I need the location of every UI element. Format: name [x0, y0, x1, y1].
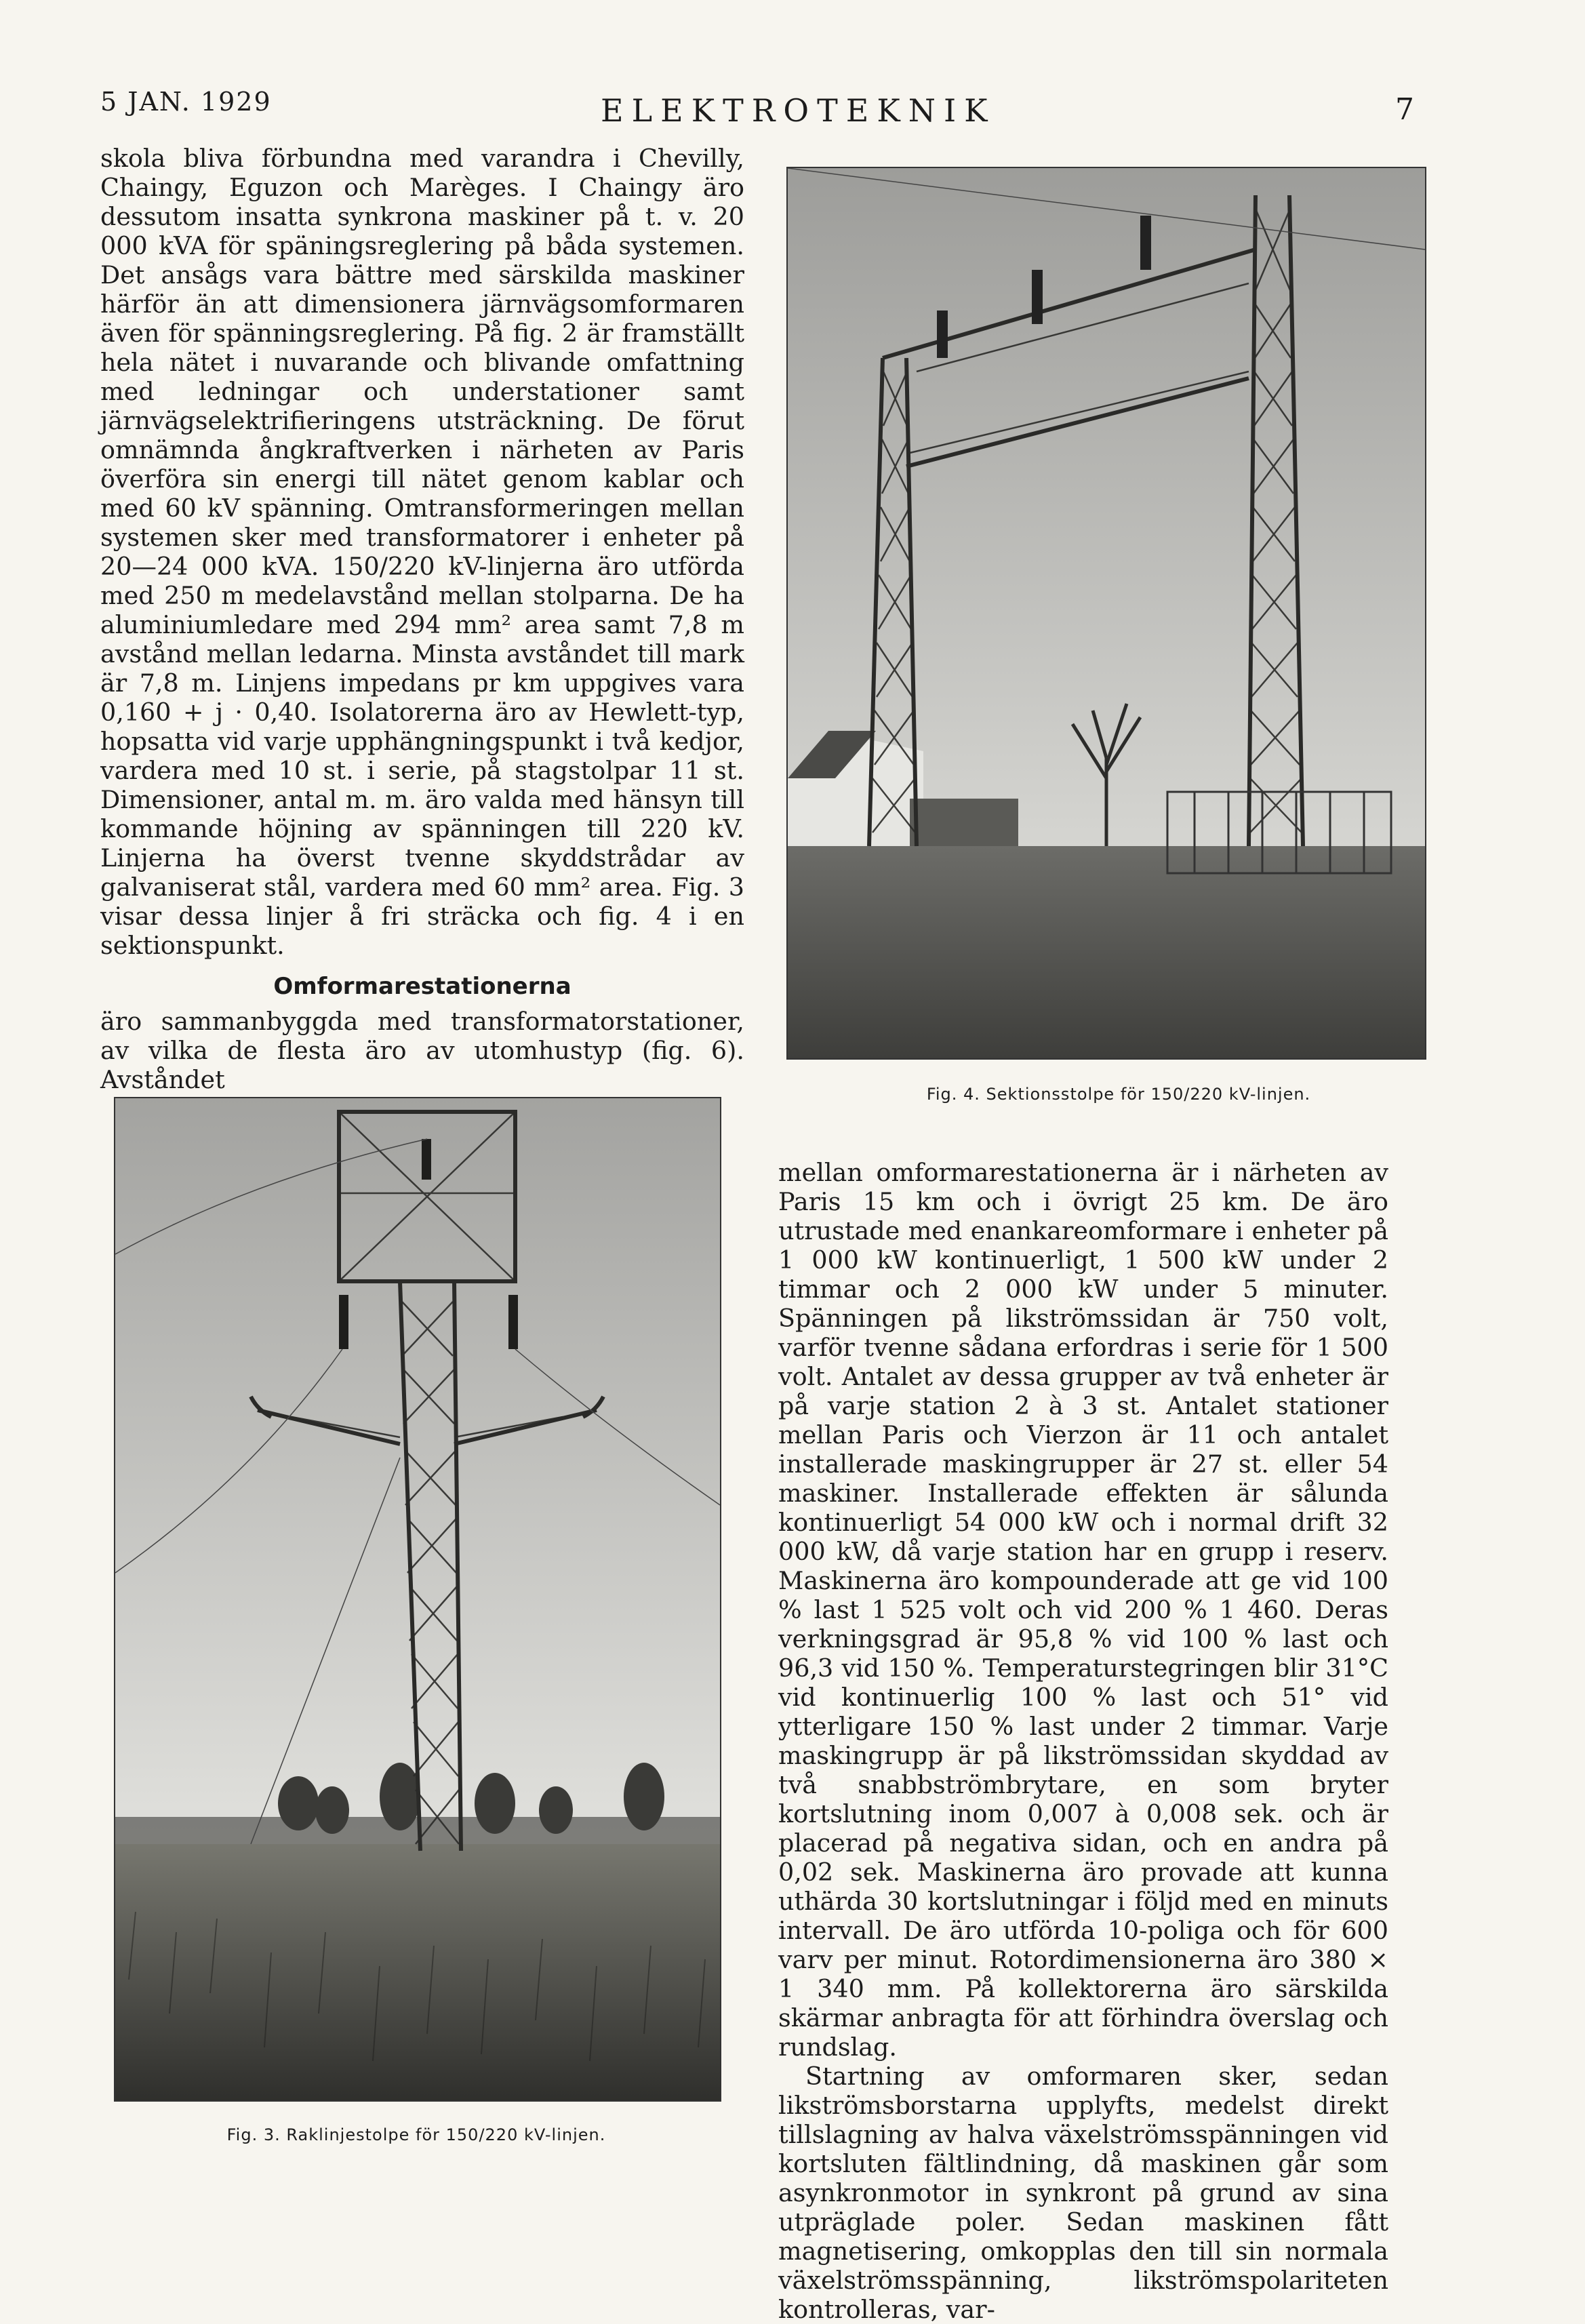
issue-date: 5 JAN. 1929: [100, 87, 272, 117]
figure-3-photo: [114, 1097, 721, 2102]
section-tower-photo: [788, 168, 1425, 1058]
body-paragraph: mellan omformarestationerna är i närheten av Paris 15 km och i övrigt 25 km. De äro utrustade med enankareomformare i enheter på 1 000 kW kontinuerligt, 1 500 kW under 2 timmar och 2 000 kW under 5 minuter. Spänningen på likströmssidan är 750 volt, varför tvenne sådana erfordras i serie för 1 500 volt. Antalet av dessa grupper av två enheter är på varje station 2 à 3 st. Antalet stationer mellan Paris och Vierzon är 11 och antalet installerade maskingrupper är 27 st. eller 54 maskiner. Installerade effekten är sålunda kontinuerligt 54 000 kW och i normal drift 32 000 kW, då varje station har en grupp i reserv. Maskinerna äro kompounderade att ge vid 100 % last 1 525 volt och vid 200 % 1 460. Deras verkningsgrad är 95,8 % vid 100 % last och 96,3 vid 150 %. Temperaturstegringen blir 31°C vid kontinuerlig 100 % last och 51° vid ytterligare 150 % last under 2 timmar. Varje maskingrupp är på likströmssidan skyddad av två snabbströmbrytare, en som bryter kortslutning inom 0,007 à 0,008 sek. och är placerad på negativa sidan, och en andra på 0,02 sek. Maskinerna äro provade att kunna uthärda 30 kortslutningar i följd med en minuts intervall. De äro utförda 10-poliga och för 600 varv per minut. Rotordimensionerna äro 380 × 1 340 mm. På kollektorerna äro särskilda skärmar anbragta för att förhindra överslag och rundslag.: [778, 1158, 1388, 2062]
text-column-left: [100, 144, 744, 1094]
body-paragraph: skola bliva förbundna med varandra i Chevilly, Chaingy, Eguzon och Marèges. I Chaingy äro dessutom insatta synkrona maskiner på t. v. 20 000 kVA för späningsreglering på båda systemen. Det ansågs vara bättre med särskilda maskiner härför än att dimensionera järnvägsomformaren även för spänningsreglering. På fig. 2 är framställt hela nätet i nuvarande och blivande omfattning med ledningar och understationer samt järnvägselektrifieringens utsträckning. De förut omnämnda ångkraftverken i närheten av Paris överföra sin energi till nätet genom kablar och med 60 kV spänning. Omtransformeringen mellan systemen sker med transformatorer i enheter på 20—24 000 kVA. 150/220 kV-linjerna äro utförda med 250 m medelavstånd mellan stolparna. De ha aluminiumledare med 294 mm² area samt 7,8 m avstånd mellan ledarna. Minsta avståndet till mark är 7,8 m. Linjens impedans pr km uppgives vara 0,160 + j · 0,40. Isolatorerna äro av Hewlett-typ, hopsatta vid varje upphängningspunkt i två kedjor, vardera med 10 st. i serie, på stagstolpar 11 st. Dimensioner, antal m. m. äro valda med hänsyn till kommande höjning av spänningen till 220 kV. Linjerna ha överst tvenne skyddstrådar av galvaniserat stål, vardera med 60 mm² area. Fig. 3 visar dessa linjer å fri sträcka och fig. 4 i en sektionspunkt.: [100, 144, 744, 960]
line-tower-photo: [115, 1098, 720, 2100]
figure-3-caption: Fig. 3. Raklinjestolpe för 150/220 kV-linjen.: [226, 2125, 606, 2144]
body-paragraph: Startning av omformaren sker, sedan likströmsborstarna upplyfts, medelst direkt tillslagning av halva växelströmsspänningen vid kortsluten fältlindning, då maskinen går som asynkronmotor in synkront på grund av sina utpräglade poler. Sedan maskinen fått magnetisering, omkopplas den till sin normala växelströmsspänning, likströmspolariteten kontrolleras, var-: [778, 2062, 1388, 2324]
page-number: 7: [1395, 92, 1414, 127]
body-paragraph: äro sammanbyggda med transformatorstationer, av vilka de flesta äro av utomhustyp (fig. 6). Avståndet: [100, 1007, 744, 1094]
page-header: [100, 87, 1456, 127]
section-heading: Omformarestationerna: [273, 973, 571, 1000]
figure-4-caption: Fig. 4. Sektionsstolpe för 150/220 kV-linjen.: [926, 1085, 1311, 1104]
figure-4-photo: [786, 167, 1426, 1060]
text-column-right: [778, 1158, 1388, 2324]
journal-title: ELEKTROTEKNIK: [601, 92, 996, 129]
